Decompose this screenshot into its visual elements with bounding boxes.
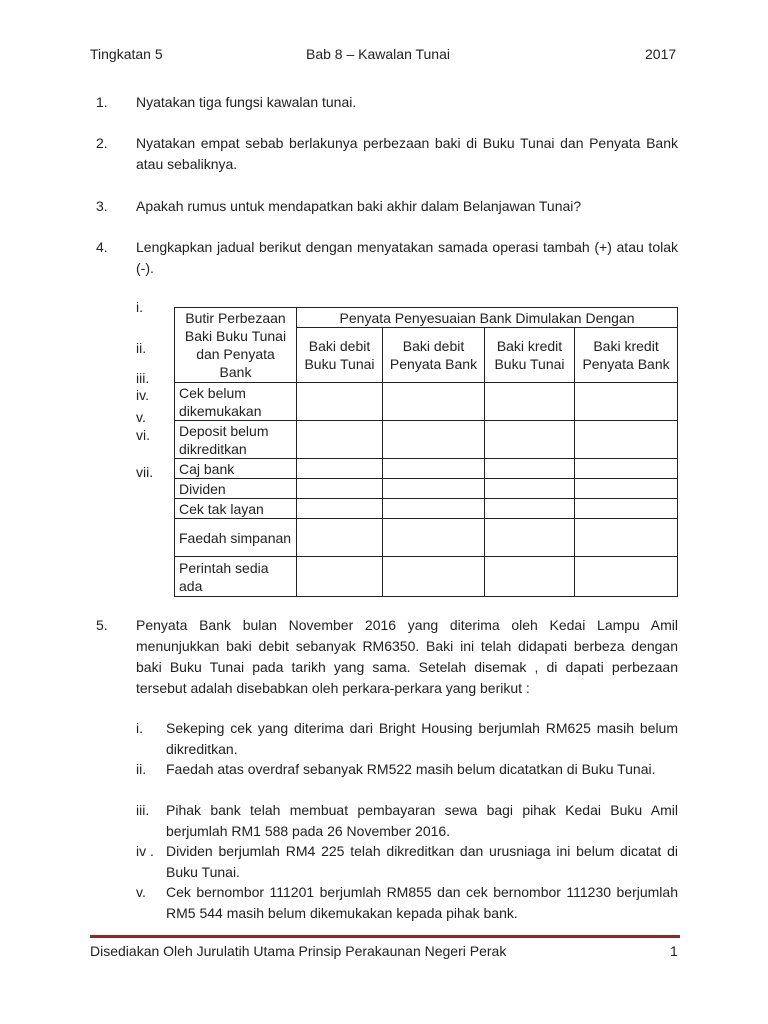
table-numeral: vi. <box>136 427 150 443</box>
table-cell <box>297 459 383 479</box>
footer-divider <box>90 935 680 938</box>
footer-text: Disediakan Oleh Jurulatih Utama Prinsip Perakaunan Negeri Perak <box>90 943 507 959</box>
question-number: 5. <box>96 617 108 633</box>
table-numeral: iv. <box>136 387 149 403</box>
table-cell <box>575 557 678 597</box>
list-item-text: Dividen berjumlah RM4 225 telah dikreditkan dan urusniaga ini belum dicatat di Buku Tunai. <box>166 843 678 880</box>
list-item-text: Cek bernombor 111201 berjumlah RM855 dan cek bernombor 111230 berjumlah RM5 544 masih belum dikemukakan kepada pihak bank. <box>166 884 678 921</box>
table-row <box>175 421 678 459</box>
reconciliation-table <box>174 307 678 597</box>
question-text: Nyatakan empat sebab berlakunya perbezaan baki di Buku Tunai dan Penyata Bank atau sebaliknya. <box>136 135 678 172</box>
header-left: Tingkatan 5 <box>90 46 163 62</box>
table-group-header: Penyata Penyesuaian Bank Dimulakan Dengan <box>297 308 678 328</box>
table-numeral: v. <box>136 409 146 425</box>
table-row-label: Cek tak layan <box>175 499 297 519</box>
table-cell <box>485 557 575 597</box>
table-cell <box>485 479 575 499</box>
table-cell <box>575 499 678 519</box>
table-cell <box>575 519 678 557</box>
list-item-number: ii. <box>136 761 147 777</box>
table-cell <box>575 479 678 499</box>
table-numeral: vii. <box>136 464 154 480</box>
table-cell <box>485 383 575 421</box>
table-col-header: Baki kredit Penyata Bank <box>575 328 678 383</box>
list-item-text: Pihak bank telah membuat pembayaran sewa bagi pihak Kedai Buku Amil berjumlah RM1 588 pada 26 November 2016. <box>166 802 678 839</box>
question-text: Penyata Bank bulan November 2016 yang diterima oleh Kedai Lampu Amil menunjukkan baki debit sebanyak RM6350. Baki ini telah didapati berbeza dengan baki Buku Tunai pada tarikh yang sama. Setelah disemak , di dapati perbezaan tersebut adalah disebabkan oleh perkara-perkara yang berikut : <box>136 617 678 696</box>
table-cell <box>575 421 678 459</box>
table-cell <box>383 519 485 557</box>
table-numeral: ii. <box>136 340 147 356</box>
table-numeral: iii. <box>136 370 150 386</box>
table-cell <box>485 459 575 479</box>
table-cell <box>383 499 485 519</box>
header-center: Bab 8 – Kawalan Tunai <box>306 46 450 62</box>
list-item-number: i. <box>136 720 143 736</box>
table-row-label: Dividen <box>175 479 297 499</box>
list-item-text: Sekeping cek yang diterima dari Bright Housing berjumlah RM625 masih belum dikreditkan. <box>166 720 678 757</box>
table-cell <box>575 383 678 421</box>
table-cell <box>575 459 678 479</box>
question-text: Nyatakan tiga fungsi kawalan tunai. <box>136 94 357 110</box>
table-row-label: Caj bank <box>175 459 297 479</box>
header-right: 2017 <box>645 46 677 62</box>
table-cell <box>383 421 485 459</box>
table-row <box>175 499 678 519</box>
question-number: 2. <box>96 135 108 151</box>
table-row-label: Faedah simpanan <box>175 519 297 557</box>
question-number: 4. <box>96 239 108 255</box>
question-number: 1. <box>96 94 108 110</box>
list-item-number: iv . <box>136 843 154 859</box>
table-cell <box>485 519 575 557</box>
list-item-text: Faedah atas overdraf sebanyak RM522 masih belum dicatatkan di Buku Tunai. <box>166 761 656 777</box>
table-row-label: Perintah sedia ada <box>175 557 297 597</box>
table-row <box>175 479 678 499</box>
question-text: Lengkapkan jadual berikut dengan menyatakan samada operasi tambah (+) atau tolak (-). <box>136 239 678 276</box>
table-cell <box>485 421 575 459</box>
table-row-label: Deposit belum dikreditkan <box>175 421 297 459</box>
table-cell <box>297 479 383 499</box>
table-cell <box>383 459 485 479</box>
table-cell <box>297 421 383 459</box>
table-cell <box>383 557 485 597</box>
table-row-label: Cek belum dikemukakan <box>175 383 297 421</box>
table-cell <box>485 499 575 519</box>
table-row <box>175 383 678 421</box>
table-cell <box>297 519 383 557</box>
question-text: Apakah rumus untuk mendapatkan baki akhir dalam Belanjawan Tunai? <box>136 198 582 214</box>
table-row <box>175 557 678 597</box>
page-number: 1 <box>670 943 678 959</box>
table-cell <box>383 383 485 421</box>
table-corner-header: Butir Perbezaan Baki Buku Tunai dan Penyata Bank <box>175 308 297 383</box>
table-cell <box>297 557 383 597</box>
table-row <box>175 519 678 557</box>
list-item-number: v. <box>136 884 146 900</box>
table-numeral: i. <box>136 299 143 315</box>
list-item-number: iii. <box>136 802 150 818</box>
table-cell <box>297 499 383 519</box>
table-col-header: Baki kredit Buku Tunai <box>485 328 575 383</box>
table-col-header: Baki debit Buku Tunai <box>297 328 383 383</box>
table-row <box>175 459 678 479</box>
table-cell <box>297 383 383 421</box>
table-col-header: Baki debit Penyata Bank <box>383 328 485 383</box>
table-cell <box>383 479 485 499</box>
question-number: 3. <box>96 198 108 214</box>
